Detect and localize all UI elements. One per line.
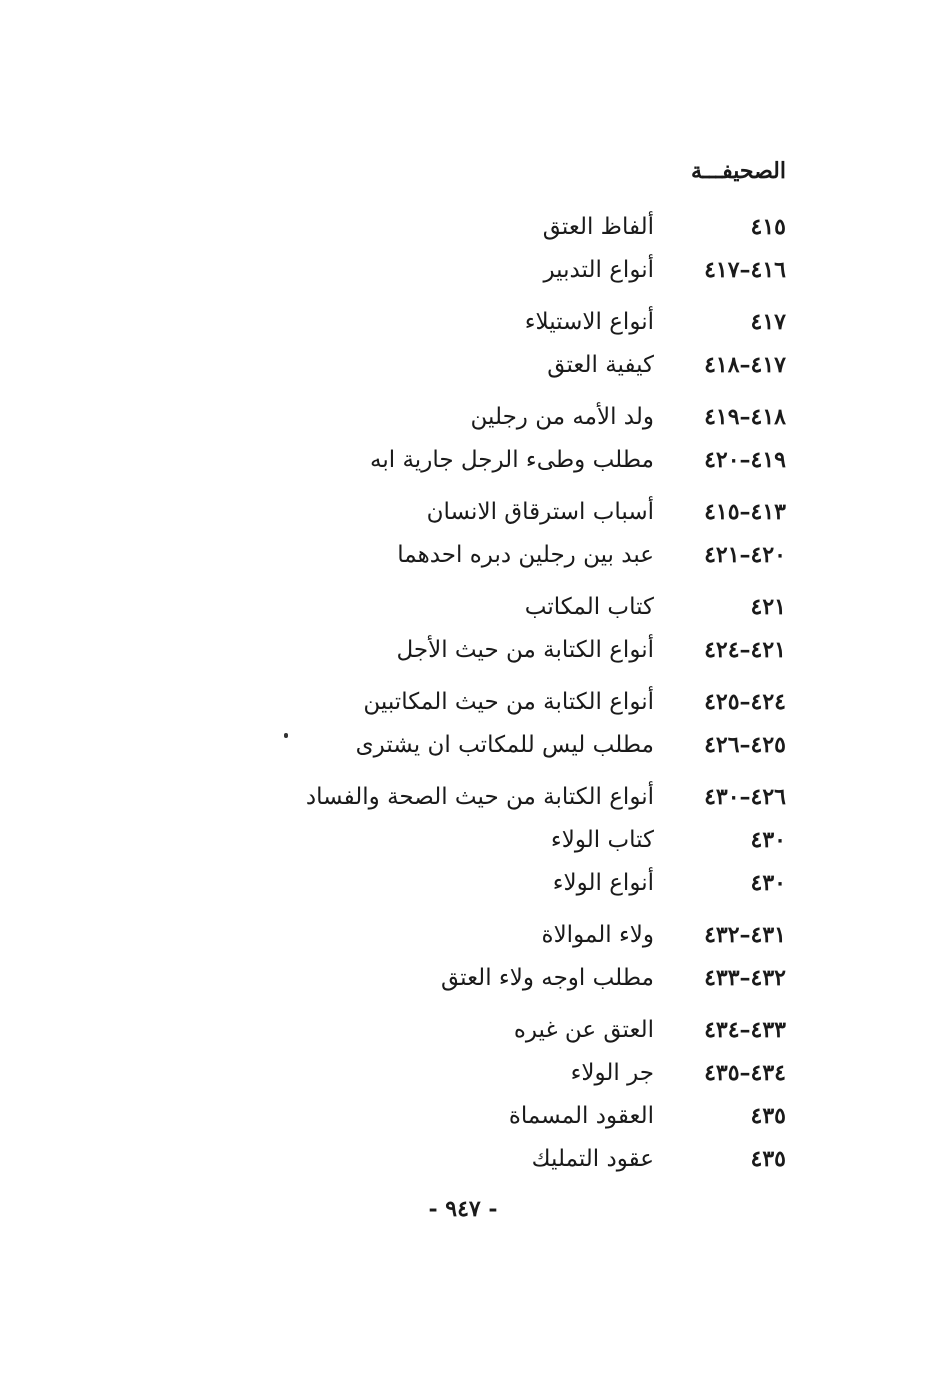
entry-page-ref: ٤٢١ <box>750 594 786 620</box>
index-entry <box>126 344 786 387</box>
page-number: - ٩٤٧ - <box>428 1196 498 1222</box>
entry-title: أنواع الاستيلاء <box>524 309 654 335</box>
entry-title: مطلب وطىء الرجل جارية ابه <box>370 447 654 473</box>
index-entry <box>126 862 786 905</box>
index-entry <box>126 249 786 292</box>
page-column-header: الصحيفـــة <box>691 158 786 184</box>
index-entry <box>126 1009 786 1052</box>
entry-page-ref: ٤٢١–٤٢٤ <box>704 637 786 663</box>
index-entries <box>126 206 786 1181</box>
entry-page-ref: ٤١٧–٤١٨ <box>704 352 786 378</box>
entry-page-ref: ٤١٦–٤١٧ <box>704 257 786 283</box>
entry-page-ref: ٤٣٠ <box>750 870 786 896</box>
index-entry <box>126 534 786 577</box>
entry-page-ref: ٤٣٥ <box>750 1146 786 1172</box>
index-entry <box>126 301 786 344</box>
entry-title: كيفية العتق <box>547 352 654 378</box>
index-entry <box>126 681 786 724</box>
entry-title: كتاب المكاتب <box>524 594 654 620</box>
entry-page-ref: ٤١٧ <box>750 309 786 335</box>
index-entry <box>126 914 786 957</box>
entry-title: ولد الأمه من رجلين <box>470 404 654 430</box>
index-entry <box>126 1052 786 1095</box>
index-entry <box>126 776 786 819</box>
entry-title: أنواع الكتابة من حيث الأجل <box>396 637 654 663</box>
entry-page-ref: ٤٢٤–٤٢٥ <box>704 689 786 715</box>
entry-page-ref: ٤١٥ <box>750 214 786 240</box>
index-entry <box>126 396 786 439</box>
entry-title: أسباب استرقاق الانسان <box>426 499 654 525</box>
entry-title: جر الولاء <box>570 1060 654 1086</box>
entry-page-ref: ٤٣١–٤٣٢ <box>704 922 786 948</box>
entry-title: ولاء الموالاة <box>541 922 654 948</box>
entry-title: ألفاظ العتق <box>542 214 654 240</box>
entry-page-ref: ٤١٣–٤١٥ <box>704 499 786 525</box>
index-entry <box>126 206 786 249</box>
entry-title: العتق عن غيره <box>513 1017 654 1043</box>
index-entry <box>126 724 786 767</box>
entry-title: كتاب الولاء <box>550 827 654 853</box>
entry-page-ref: ٤٢٥–٤٢٦ <box>704 732 786 758</box>
index-entry <box>126 629 786 672</box>
entry-title: أنواع التدبير <box>543 257 654 283</box>
index-entry <box>126 439 786 482</box>
entry-page-ref: ٤١٩–٤٢٠ <box>704 447 786 473</box>
index-entry <box>126 586 786 629</box>
entry-page-ref: ٤٣٥ <box>750 1103 786 1129</box>
index-entry <box>126 957 786 1000</box>
entry-page-ref: ٤٣٠ <box>750 827 786 853</box>
entry-page-ref: ٤٢٠–٤٢١ <box>704 542 786 568</box>
entry-page-ref: ٤٣٣–٤٣٤ <box>704 1017 786 1043</box>
entry-title: عبد بين رجلين دبره احدهما <box>397 542 654 568</box>
entry-title: أنواع الولاء <box>552 870 654 896</box>
index-entry <box>126 819 786 862</box>
index-entry <box>126 1095 786 1138</box>
entry-page-ref: ٤١٨–٤١٩ <box>704 404 786 430</box>
index-entry <box>126 1138 786 1181</box>
entry-title: أنواع الكتابة من حيث المكاتبين <box>363 689 654 715</box>
entry-page-ref: ٤٢٦–٤٣٠ <box>704 784 786 810</box>
entry-page-ref: ٤٣٢–٤٣٣ <box>704 965 786 991</box>
entry-title: عقود التمليك <box>531 1146 654 1172</box>
entry-page-ref: ٤٣٤–٤٣٥ <box>704 1060 786 1086</box>
index-entry <box>126 491 786 534</box>
entry-title: أنواع الكتابة من حيث الصحة والفساد <box>305 784 654 810</box>
entry-title: العقود المسماة <box>508 1103 654 1129</box>
entry-title: مطلب ليس للمكاتب ان يشترى <box>355 732 654 758</box>
scan-speck <box>284 733 288 738</box>
entry-title: مطلب اوجه ولاء العتق <box>440 965 654 991</box>
